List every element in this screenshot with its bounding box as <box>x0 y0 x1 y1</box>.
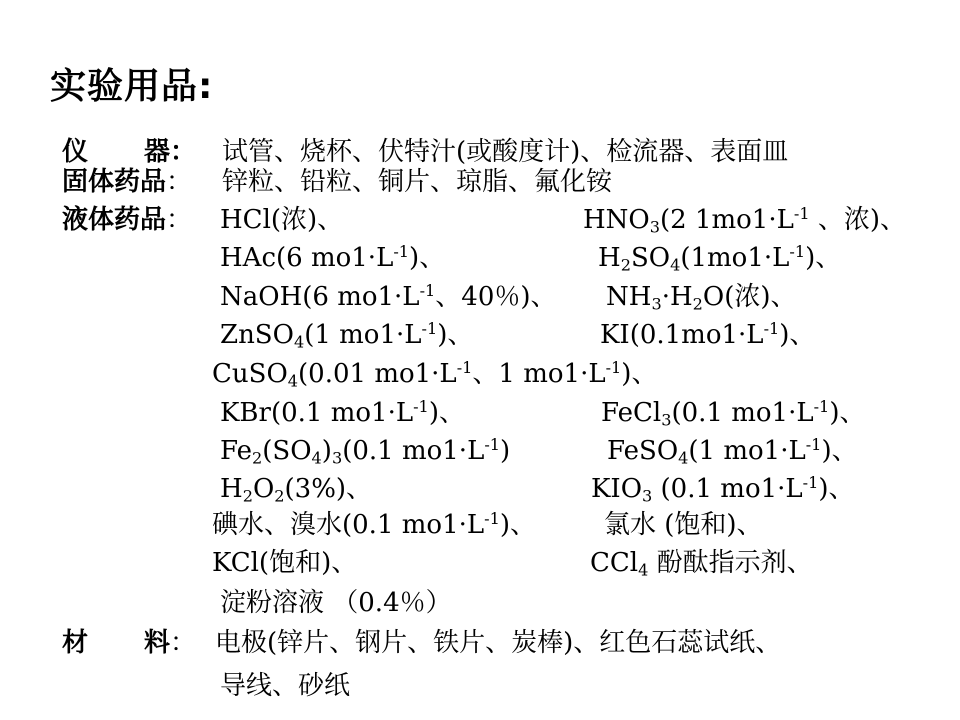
solids-text: 锌粒、铅粒、铜片、琼脂、氟化铵 <box>222 167 613 197</box>
reagent-hcl: HCl(浓)、 <box>220 205 344 235</box>
reagent-hno3: $HNO_3(2$ $1mo1\cdot L^{-1}$ 、浓)、 <box>583 204 906 237</box>
label-liquids: 液体药品： <box>62 205 193 235</box>
label-materials: 材 料： <box>62 628 197 658</box>
reagent-nh3-h2o: $NH_3\cdot H_2O$(浓)、 <box>606 282 797 314</box>
reagent-cuso4: CuSO$_4$(0.01 $mo1\cdot L^{-1}$、1 $mo1\cdot L^{-1}$)、 <box>212 358 658 391</box>
label-solids: 固体药品： <box>62 167 193 197</box>
label-instruments: 仪 器： <box>62 137 197 167</box>
reagent-chlorine-water: 氯水 (饱和)、 <box>604 510 763 540</box>
page-title: 实验用品: <box>50 66 214 107</box>
reagent-kio3: $KIO_3$ (0.1 $mo1\cdot L^{-1}$)、 <box>591 473 855 506</box>
reagent-hac: HAc(6 $mo1\cdot L^{-1}$)、 <box>220 242 446 273</box>
materials-text-line1: 电极(锌片、钢片、铁片、炭棒)、红色石蕊试纸、 <box>215 628 782 658</box>
reagent-h2so4: $H_2SO_4(1mo1\cdot L^{-1})$、 <box>598 242 842 275</box>
reagent-fe2so43: $Fe_2(SO_4)_3(0.1$ $mo1\cdot L^{-1}$) <box>220 435 511 468</box>
reagent-ki: $KI(0.1mo1\cdot L^{-1})$、 <box>600 319 816 350</box>
reagent-naoh: NaOH(6 $mo1\cdot L^{-1}$、40％)、 <box>220 281 557 312</box>
reagent-fecl3: FeCl$_3$(0.1 $mo1\cdot L^{-1}$)、 <box>601 397 866 430</box>
reagent-kcl: KCl(饱和)、 <box>212 548 358 578</box>
reagent-iodine-bromine: 碘水、溴水(0.1 $mo1\cdot L^{-1}$)、 <box>212 509 536 540</box>
instruments-text: 试管、烧杯、伏特汁(或酸度计)、检流器、表面皿 <box>222 137 789 167</box>
reagent-znso4: ZnSO$_4$(1 $mo1\cdot L^{-1}$)、 <box>220 319 474 352</box>
reagent-kbr: KBr(0.1 $mo1\cdot L^{-1}$)、 <box>220 397 465 428</box>
reagent-h2o2: $H_2O_2(3\%)$、 <box>220 474 373 506</box>
materials-text-line2: 导线、砂纸 <box>220 671 351 701</box>
reagent-feso4: FeSO$_4$(1 $mo1\cdot L^{-1}$)、 <box>607 435 858 468</box>
reagent-ccl4-phenolphthalein: CCl$_4$ 酚酞指示剂、 <box>590 548 813 580</box>
reagent-starch: 淀粉溶液 （0.4％） <box>220 588 452 618</box>
